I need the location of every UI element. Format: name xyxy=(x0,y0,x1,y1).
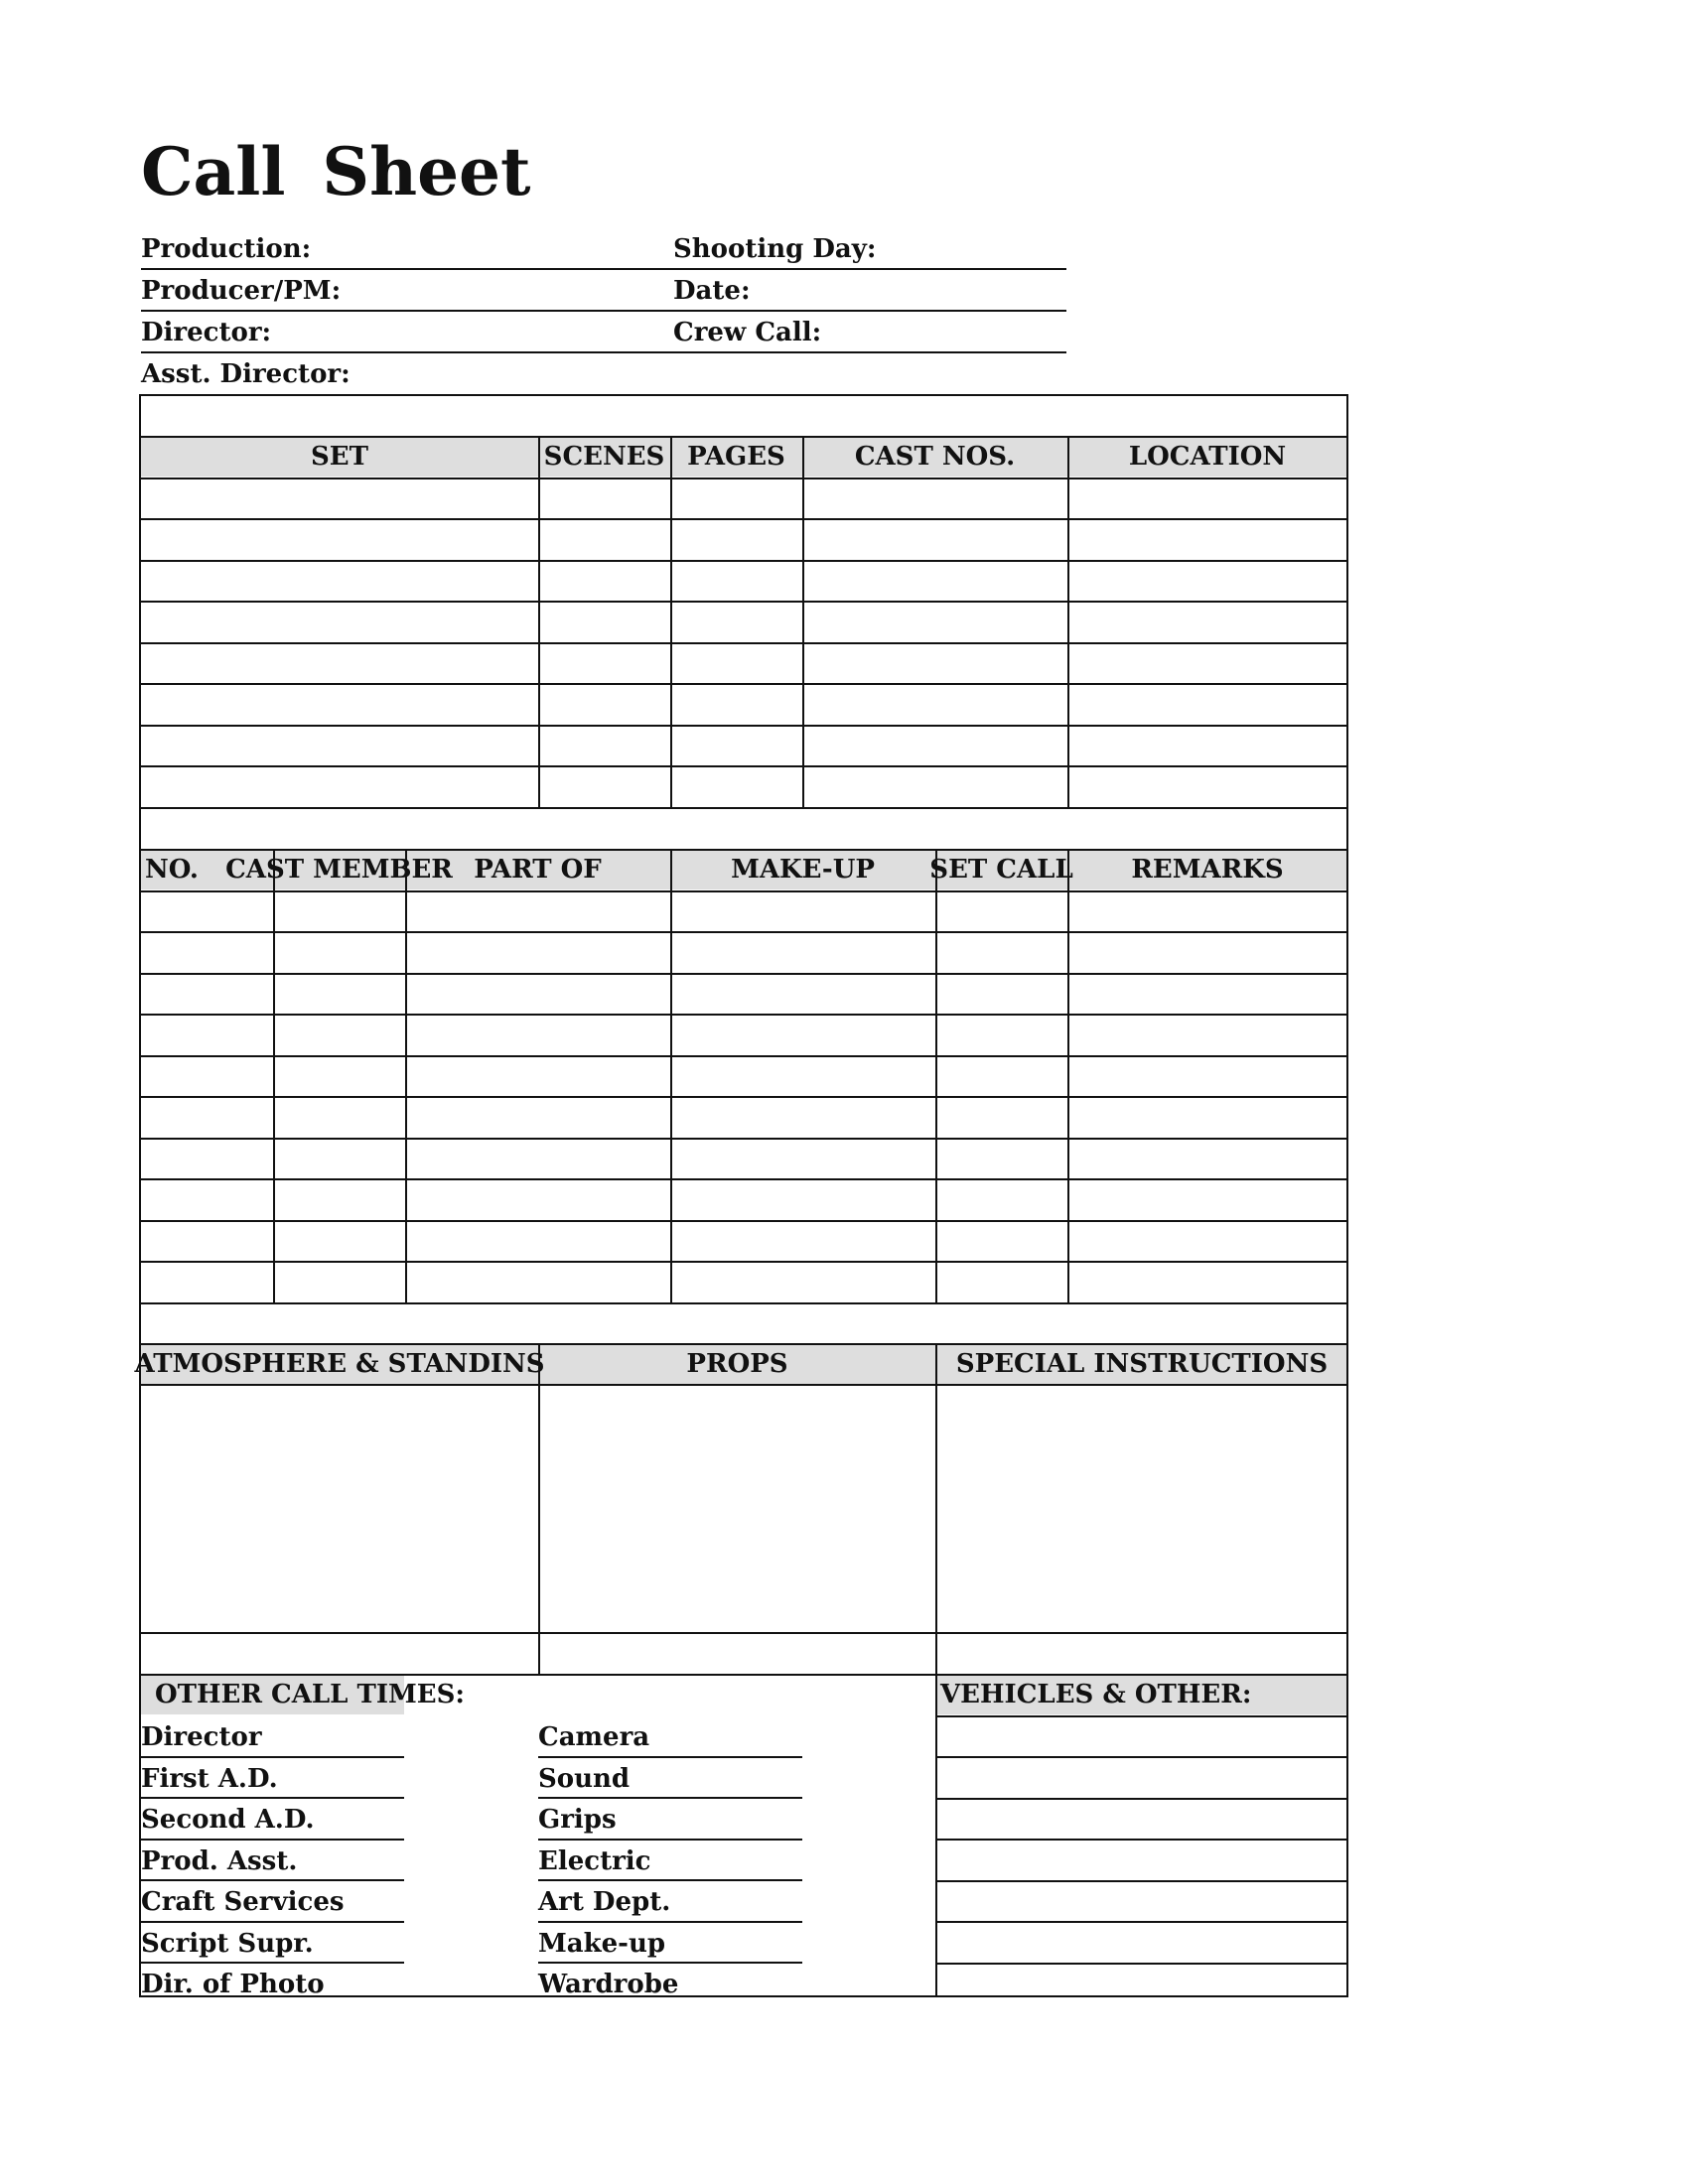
vehicles-rowline xyxy=(935,1756,1346,1758)
right-call-time-underline xyxy=(538,1756,802,1758)
right-call-time-label: Grips xyxy=(538,1805,617,1835)
info-underline xyxy=(141,268,1066,270)
crew-call-label: Crew Call: xyxy=(673,318,822,347)
right-call-time-underline xyxy=(538,1962,802,1964)
left-call-time-label: First A.D. xyxy=(141,1764,278,1794)
frame-bottom xyxy=(139,1995,1348,1997)
cast-header-remarks: REMARKS xyxy=(1131,854,1284,885)
cast-table-rowline xyxy=(139,1055,1346,1057)
cast-table-rowline xyxy=(139,1302,1346,1304)
date-label: Date: xyxy=(673,276,751,306)
left-call-time-label: Craft Services xyxy=(141,1887,345,1917)
notes-colline xyxy=(538,1343,540,1674)
frame-top xyxy=(139,394,1348,396)
notes-line xyxy=(139,1384,1346,1386)
cast-table-colline xyxy=(273,849,275,1302)
right-call-time-label: Wardrobe xyxy=(538,1970,679,1999)
scene-table-rowline xyxy=(139,601,1346,603)
scene-table-rowline xyxy=(139,436,1346,438)
cast-table-colline xyxy=(405,849,407,1302)
producer-pm-label: Producer/PM: xyxy=(141,276,342,306)
left-call-time-underline xyxy=(141,1921,404,1923)
scene-table-rowline xyxy=(139,765,1346,767)
right-call-time-label: Make-up xyxy=(538,1929,666,1959)
notes-header-special-instructions: SPECIAL INSTRUCTIONS xyxy=(955,1348,1329,1379)
left-call-time-label: Script Supr. xyxy=(141,1929,314,1959)
vehicles-rowline xyxy=(935,1715,1346,1717)
cast-table-rowline xyxy=(139,890,1346,892)
scene-table-rowline xyxy=(139,560,1346,562)
cast-table-rowline xyxy=(139,1261,1346,1263)
vehicles-rowline xyxy=(935,1921,1346,1923)
other-call-times-heading: OTHER CALL TIMES: xyxy=(155,1679,465,1709)
right-call-time-label: Electric xyxy=(538,1846,651,1876)
left-call-time-label: Second A.D. xyxy=(141,1805,315,1835)
left-call-time-label: Dir. of Photo xyxy=(141,1970,325,1999)
scene-header-set: SET xyxy=(311,441,368,472)
scene-table-rowline xyxy=(139,518,1346,520)
notes-colline xyxy=(935,1343,937,1995)
scene-table-colline xyxy=(538,436,540,807)
cast-header-cast-member: CAST MEMBER xyxy=(225,854,453,885)
notes-header-atmosphere: ATMOSPHERE & STANDINS xyxy=(134,1348,545,1379)
scene-header-location: LOCATION xyxy=(1128,441,1287,472)
cast-table-colline xyxy=(1067,849,1069,1302)
right-call-time-underline xyxy=(538,1839,802,1841)
scene-table-colline xyxy=(802,436,804,807)
scene-table-rowline xyxy=(139,807,1346,809)
left-call-time-underline xyxy=(141,1839,404,1841)
left-call-time-underline xyxy=(141,1756,404,1758)
right-call-time-underline xyxy=(538,1921,802,1923)
frame-right xyxy=(1346,394,1348,1996)
frame-left xyxy=(139,394,141,1996)
scene-table-rowline xyxy=(139,683,1346,685)
right-call-time-label: Sound xyxy=(538,1764,631,1794)
cast-header-part-of: PART OF xyxy=(474,854,602,885)
notes-line xyxy=(139,1674,1346,1676)
notes-line xyxy=(139,1632,1346,1634)
left-call-time-underline xyxy=(141,1962,404,1964)
scene-table-colline xyxy=(1067,436,1069,807)
cast-header-set-call: SET CALL xyxy=(929,854,1073,885)
shooting-day-label: Shooting Day: xyxy=(673,234,877,264)
vehicles-rowline xyxy=(935,1963,1346,1965)
cast-table-rowline xyxy=(139,973,1346,975)
info-underline xyxy=(141,351,1066,353)
cast-table-rowline xyxy=(139,931,1346,933)
scene-header-pages: PAGES xyxy=(687,441,785,472)
vehicles-heading: VEHICLES & OTHER: xyxy=(940,1679,1252,1709)
left-call-time-label: Prod. Asst. xyxy=(141,1846,298,1876)
right-call-time-label: Camera xyxy=(538,1722,650,1752)
cast-table-rowline xyxy=(139,1220,1346,1222)
info-underline xyxy=(141,310,1066,312)
left-call-time-underline xyxy=(141,1797,404,1799)
production-label: Production: xyxy=(141,234,312,264)
left-call-time-label: Director xyxy=(141,1722,262,1752)
cast-table-rowline xyxy=(139,1014,1346,1016)
cast-table-rowline xyxy=(139,1178,1346,1180)
cast-table-rowline xyxy=(139,1138,1346,1140)
vehicles-rowline xyxy=(935,1798,1346,1800)
page-title: Call Sheet xyxy=(141,133,531,210)
director-label: Director: xyxy=(141,318,272,347)
right-call-time-underline xyxy=(538,1797,802,1799)
asst-director-label: Asst. Director: xyxy=(141,359,351,389)
left-call-time-underline xyxy=(141,1879,404,1881)
cast-table-rowline xyxy=(139,1096,1346,1098)
scene-table-rowline xyxy=(139,478,1346,479)
vehicles-rowline xyxy=(935,1880,1346,1882)
cast-header-no: NO. xyxy=(145,854,199,885)
notes-line xyxy=(139,1343,1346,1345)
scene-header-cast-nos: CAST NOS. xyxy=(854,441,1016,472)
cast-header-make-up: MAKE-UP xyxy=(731,854,875,885)
cast-table-rowline xyxy=(139,849,1346,851)
cast-table-colline xyxy=(935,849,937,1302)
notes-header-props: PROPS xyxy=(686,1348,788,1379)
scene-table-rowline xyxy=(139,642,1346,644)
scene-header-scenes: SCENES xyxy=(543,441,665,472)
right-call-time-label: Art Dept. xyxy=(538,1887,671,1917)
scene-table-colline xyxy=(670,436,672,807)
cast-table-colline xyxy=(670,849,672,1302)
vehicles-rowline xyxy=(935,1839,1346,1841)
scene-table-rowline xyxy=(139,725,1346,727)
right-call-time-underline xyxy=(538,1879,802,1881)
